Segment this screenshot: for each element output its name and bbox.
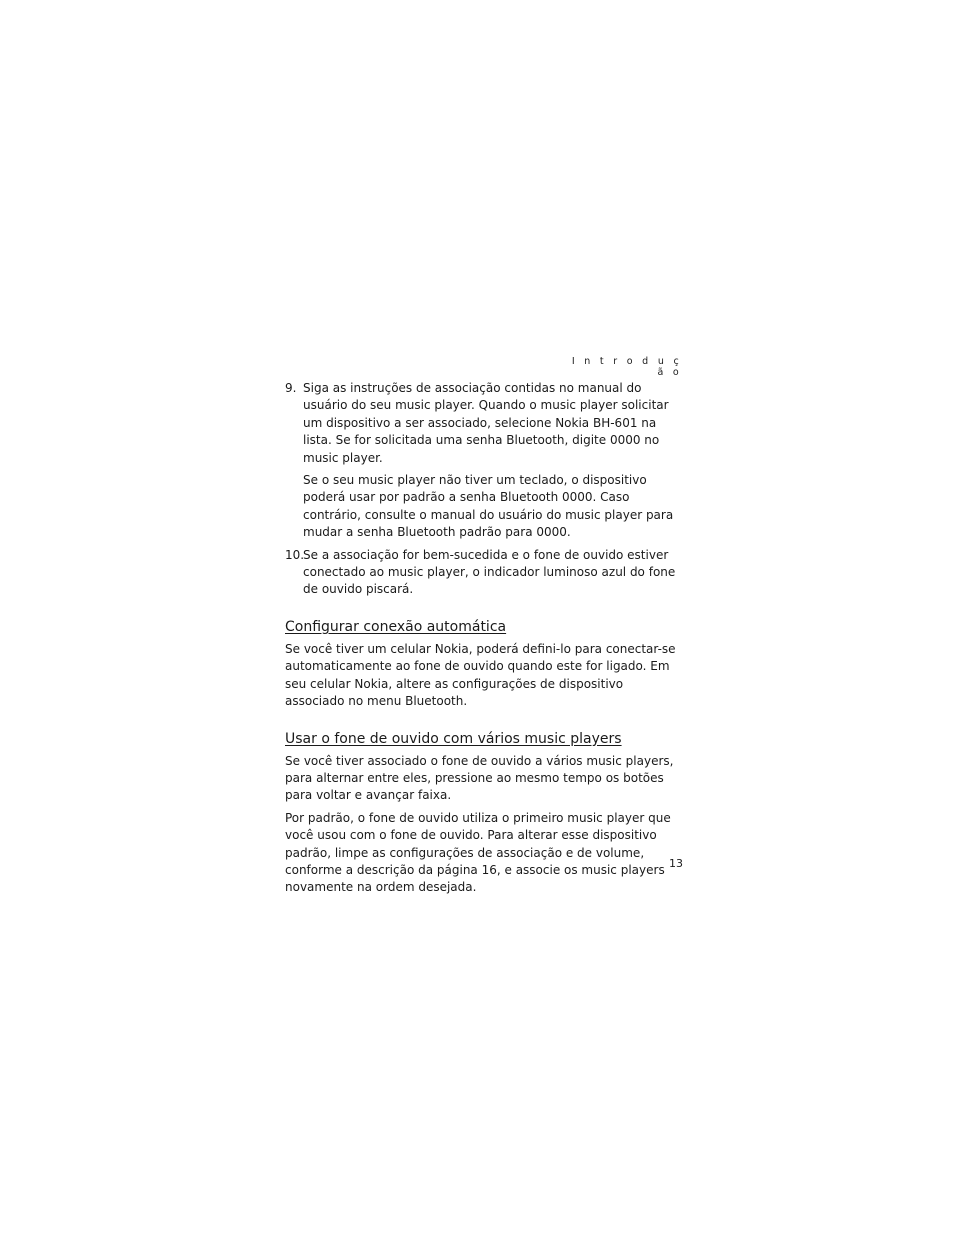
step-paragraph: Siga as instruções de associação contidas no manual do usuário do seu music player. Quando o music player solicitar um dispositivo a ser associado, selecione Nokia BH-601 na lista. Se for solicitada uma senha Bluetooth, digite 0000 no music player. (303, 381, 669, 465)
section-heading-auto-connect: Configurar conexão automática (285, 618, 507, 635)
page-content (285, 380, 685, 902)
running-header: I n t r o d u ç ã o (571, 356, 682, 378)
section-paragraph: Se você tiver associado o fone de ouvido a vários music players, para alternar entre eles, pressione ao mesmo tempo os botões para voltar e avançar faixa. (285, 753, 674, 803)
step-paragraph: Se o seu music player não tiver um teclado, o dispositivo poderá usar por padrão a senha Bluetooth 0000. Caso contrário, consulte o manual do usuário do music player para mudar a senha Bluetooth padrão para 0000. (303, 473, 674, 540)
step-paragraph: Se a associação for bem-sucedida e o fone de ouvido estiver conectado ao music player, o indicador luminoso azul do fone de ouvido piscará. (303, 547, 676, 597)
section-heading-multiple-players: Usar o fone de ouvido com vários music players (285, 730, 622, 747)
section-paragraph: Por padrão, o fone de ouvido utiliza o primeiro music player que você usou com o fone de ouvido. Para alterar esse dispositivo padrão, limpe as configurações de associação e de volume, conforme a descrição da página 16, e associe os music players novamente na ordem desejada. (285, 810, 671, 895)
step-number: 9. (285, 381, 297, 395)
step-10 (285, 547, 685, 599)
section-paragraph: Se você tiver um celular Nokia, poderá defini-lo para conectar-se automaticamente ao fone de ouvido quando este for ligado. Em seu celular Nokia, altere as configurações de dispositivo associado no menu Bluetooth. (285, 641, 676, 709)
step-number: 10. (285, 547, 305, 562)
page-number: 13 (669, 857, 683, 870)
step-9 (285, 380, 685, 542)
